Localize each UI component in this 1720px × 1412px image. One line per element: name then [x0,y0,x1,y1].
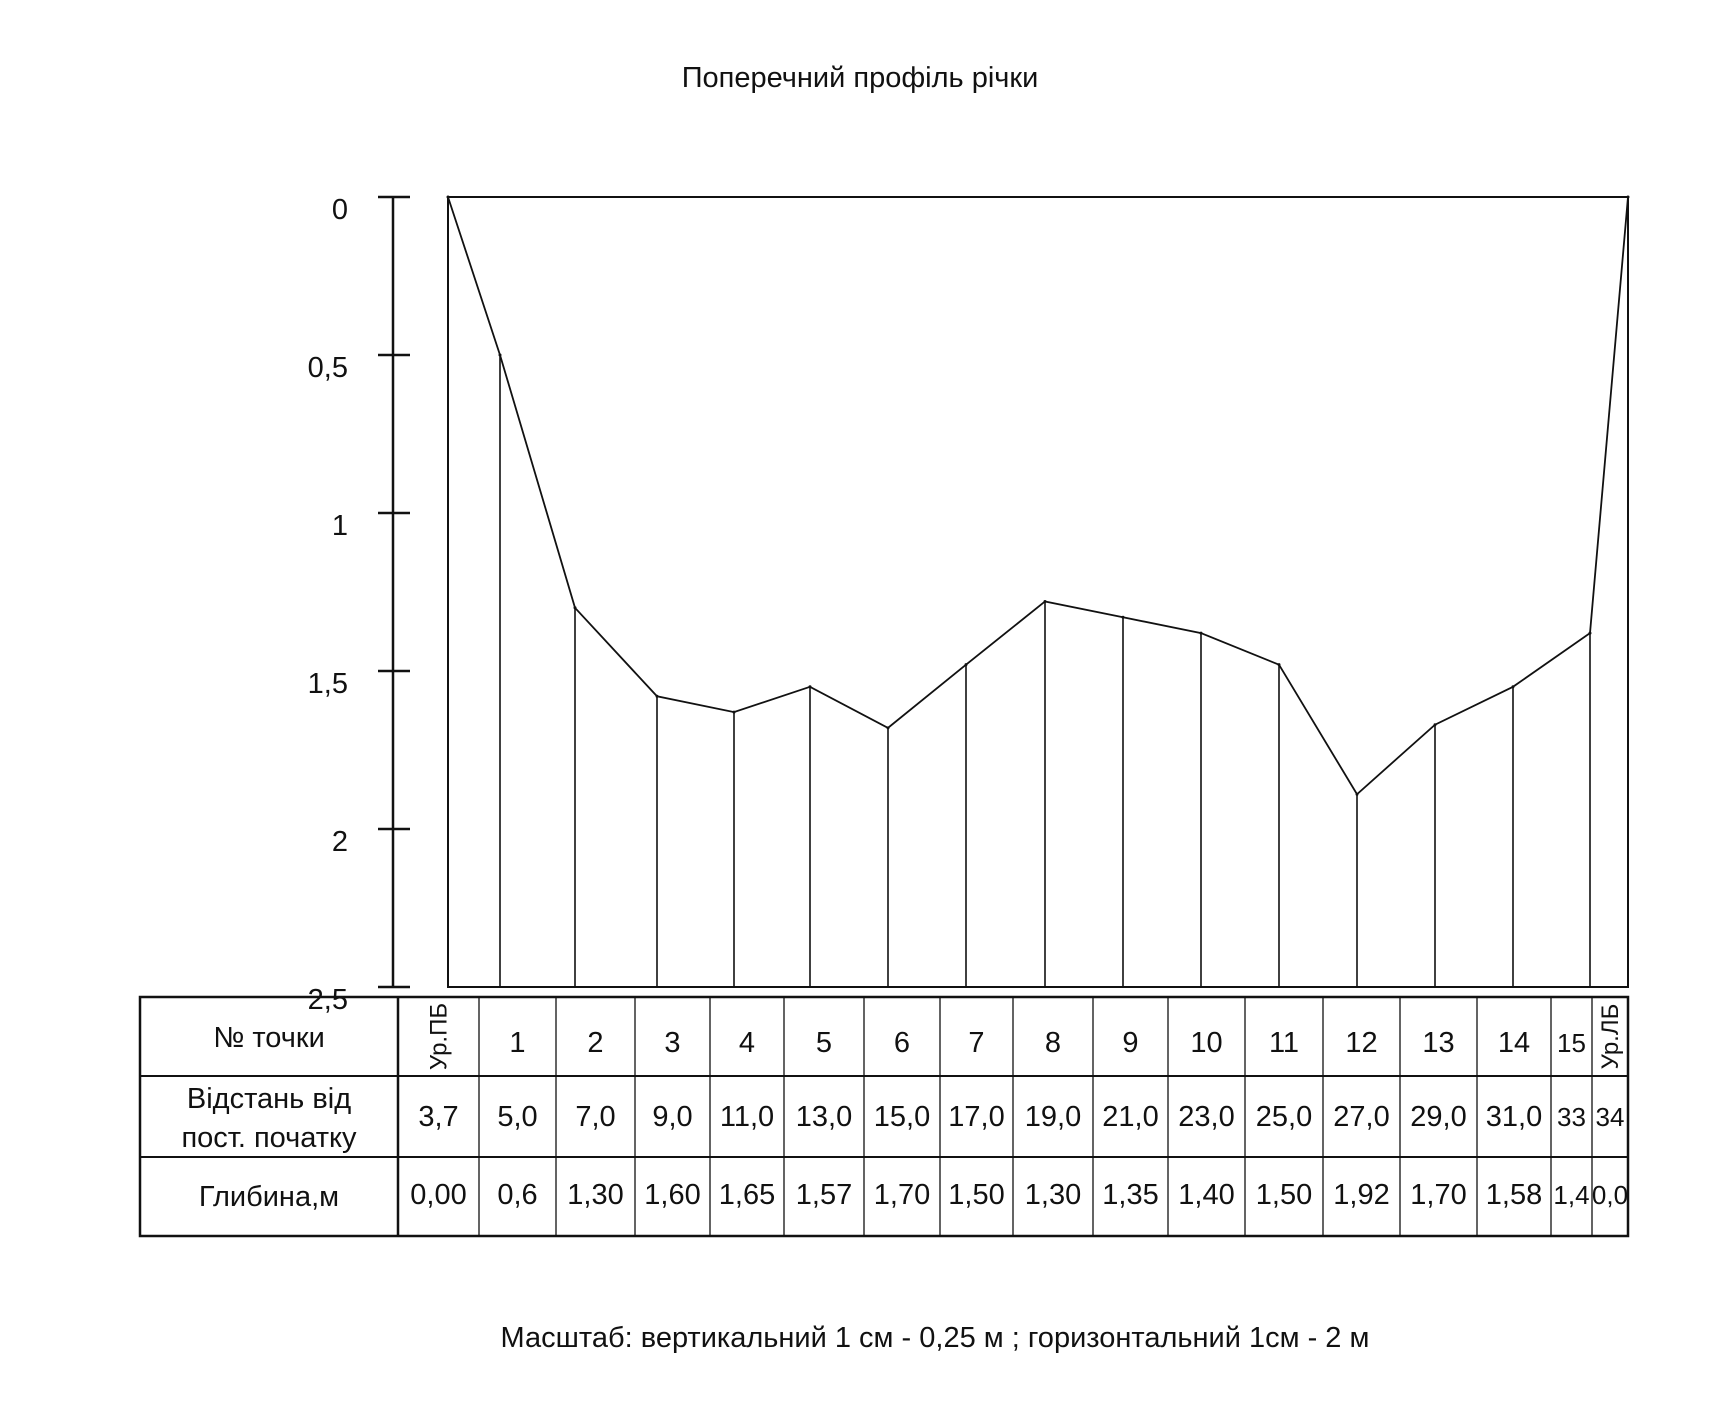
depth-label: 0,0 [1591,1180,1629,1210]
y-tick-label: 0 [331,194,348,226]
y-tick-label: 2 [331,826,348,858]
plot-area [447,196,1630,988]
data-point [1122,616,1125,619]
distance-label: 31,0 [1485,1101,1543,1133]
distance-label: 33 [1557,1102,1586,1132]
data-point [499,354,502,357]
point-number-label: 3 [664,1027,681,1059]
point-number-label: 1 [509,1027,526,1059]
distance-label: 11,0 [719,1101,775,1133]
depth-label: 1,58 [1485,1179,1543,1211]
data-point [574,606,577,609]
y-axis [308,194,410,1016]
data-point [1434,723,1437,726]
distance-label: 23,0 [1178,1101,1235,1133]
depth-label: 1,30 [567,1179,624,1211]
point-number-label: 13 [1422,1027,1455,1059]
distance-label: 5,0 [497,1101,538,1133]
distance-label: 21,0 [1102,1101,1159,1133]
depth-label: 1,35 [1102,1179,1159,1211]
data-point [809,685,812,688]
distance-label: 15,0 [873,1101,931,1133]
data-point [965,663,968,666]
data-point [447,196,450,199]
scale-note: Масштаб: вертикальний 1 см - 0,25 м ; горизонтальний 1см - 2 м [500,1322,1370,1354]
distance-label: 3,7 [418,1101,459,1133]
distance-label: 9,0 [652,1101,693,1133]
depth-label: 1,40 [1178,1179,1235,1211]
point-number-label: 11 [1268,1027,1300,1059]
depth-label: 1,4 [1553,1180,1590,1210]
data-point [1200,632,1203,635]
row-header-distance-line2: пост. початку [181,1122,357,1154]
depth-label: 0,6 [497,1179,538,1211]
data-point [1356,793,1359,796]
point-number-label: 4 [738,1027,756,1059]
depth-label: 1,60 [644,1179,701,1211]
data-point [1278,663,1281,666]
point-number-label: 12 [1345,1027,1378,1059]
depth-label: 0,00 [410,1179,467,1211]
point-number-label: 6 [893,1027,911,1059]
point-number-label: Ур.ПБ [425,1002,453,1071]
distance-label: 19,0 [1024,1101,1082,1133]
row-header-depth: Глибина,м [198,1181,340,1213]
distance-label: 29,0 [1410,1101,1467,1133]
depth-label: 1,30 [1024,1179,1082,1211]
distance-label: 25,0 [1255,1101,1313,1133]
y-tick-label: 1 [331,510,348,542]
distance-label: 34 [1595,1102,1625,1132]
y-tick-label: 0,5 [307,352,348,384]
point-number-label: 15 [1557,1028,1586,1058]
y-tick-label: 2,5 [307,984,348,1016]
depth-label: 1,50 [948,1179,1005,1211]
data-point [887,726,890,729]
data-point [1627,196,1630,199]
point-number-label: 5 [815,1027,833,1059]
depth-label: 1,50 [1255,1179,1313,1211]
distance-label: 27,0 [1333,1101,1390,1133]
distance-label: 13,0 [795,1101,853,1133]
depth-label: 1,70 [1410,1179,1467,1211]
plot-frame [448,197,1628,987]
depth-label: 1,92 [1333,1179,1390,1211]
point-number-label: 14 [1497,1027,1531,1059]
depth-label: 1,65 [718,1179,776,1211]
distance-label: 7,0 [575,1101,616,1133]
point-number-label: Ур.ЛБ [1597,1003,1624,1070]
point-number-label: 9 [1122,1027,1139,1059]
point-number-label: 8 [1044,1027,1062,1059]
data-point [733,711,736,714]
distance-label: 17,0 [948,1101,1005,1133]
data-point [1044,600,1047,603]
data-point [1512,685,1515,688]
row-header-distance: Відстань від [186,1083,352,1115]
y-tick-label: 1,5 [307,668,348,700]
depth-label: 1,70 [873,1179,931,1211]
data-point [656,695,659,698]
data-table [140,997,1628,1236]
riverbed-profile-line [448,197,1628,794]
chart-title: Поперечний профіль річки [681,62,1039,94]
point-number-label: 2 [587,1027,604,1059]
data-point [1589,632,1592,635]
point-number-label: 10 [1190,1027,1223,1059]
row-header-point-number: № точки [213,1022,325,1054]
depth-label: 1,57 [795,1179,853,1211]
point-number-label: 7 [968,1027,985,1059]
